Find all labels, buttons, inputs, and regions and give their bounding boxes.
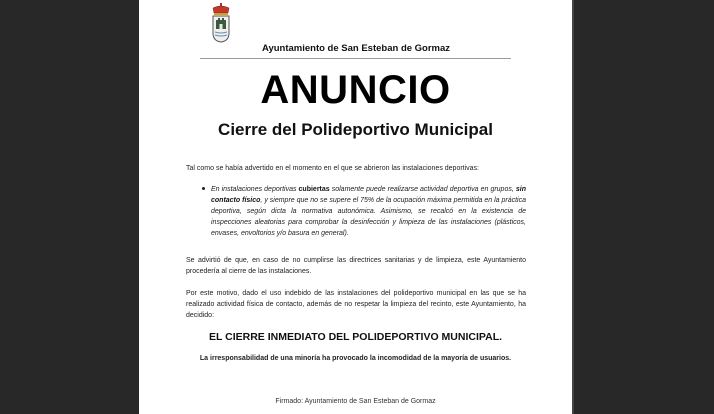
bullet-icon	[202, 187, 205, 190]
bullet-text-part2: solamente puede realizarse actividad deportiva en grupos,	[329, 186, 516, 193]
announcement-subtitle: Cierre del Polideportivo Municipal	[218, 120, 493, 139]
reason-paragraph: Por este motivo, dado el uso indebido de las instalaciones del polideportivo municipal en las que se ha realizado actividad física de contacto, además de no respetar la limpieza del recinto, este Ayuntamiento, ha decidido:	[186, 290, 526, 319]
bullet-text-part1: En instalaciones deportivas	[211, 186, 299, 193]
closing-note: La irresponsabilidad de una minoría ha provocado la incomodidad de la mayoría de usuarios.	[199, 355, 512, 362]
signature: Firmado: Ayuntamiento de San Esteban de Gormaz	[275, 398, 436, 405]
announcement-title: ANUNCIO	[260, 68, 451, 112]
header-divider	[200, 58, 511, 59]
intro-paragraph: Tal como se había advertido en el momento en el que se abrieron las instalaciones deportivas:	[186, 165, 480, 172]
bullet-text	[211, 184, 526, 239]
warning-paragraph: Se advirtió de que, en caso de no cumplirse las directrices sanitarias y de limpieza, este Ayuntamiento procedería al cierre de las instalaciones.	[186, 257, 526, 275]
coat-of-arms-icon	[210, 3, 232, 43]
bullet-bold-covered: cubiertas	[298, 186, 330, 193]
organization-header: Ayuntamiento de San Esteban de Gormaz	[261, 43, 451, 54]
decision-statement: EL CIERRE INMEDIATO DEL POLIDEPORTIVO MUNICIPAL.	[208, 331, 503, 343]
page-edge	[572, 0, 574, 414]
bullet-text-part3: , y siempre que no se supere el 75% de la ocupación máxima permitida en la práctica deportiva, según dicta la normativa autonómica. Asimismo, se recalcó en la existencia de inspecciones aleatorias para comprobar la desinfección y limpieza de las instalaciones (plásticos, envases, envoltorios y/o basura en general).	[211, 197, 526, 237]
bullet-bold-no-contact: sin contacto físico	[211, 186, 526, 204]
